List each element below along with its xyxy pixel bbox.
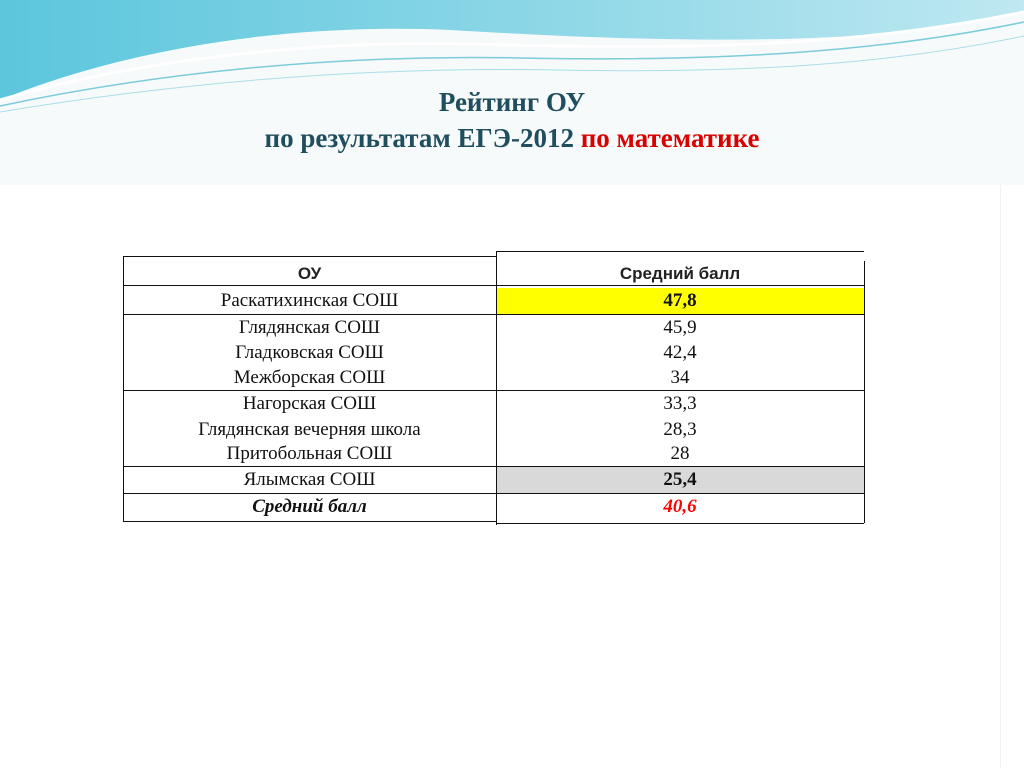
score-value: 28 xyxy=(670,443,690,464)
title-subject-prefix: по результатам ЕГЭ-2012 xyxy=(264,123,574,153)
table-rule xyxy=(123,493,864,494)
school-name: Гладковская СОШ xyxy=(235,342,384,363)
table-rule xyxy=(123,256,124,521)
school-name: Глядянская СОШ xyxy=(238,317,381,338)
school-name: Нагорская СОШ xyxy=(242,393,377,414)
score-value: 33,3 xyxy=(663,393,697,414)
score-value: 34 xyxy=(670,367,690,388)
title-line-2 xyxy=(0,120,1024,156)
table-row xyxy=(123,365,864,391)
title-subject: по математике xyxy=(580,123,760,153)
title-line-1: Рейтинг ОУ xyxy=(438,87,586,117)
score-value: 25,4 xyxy=(496,467,864,493)
table-rule xyxy=(123,466,864,467)
score-value: 28,3 xyxy=(663,419,697,440)
table-rule xyxy=(496,523,864,524)
school-name: Ялымская СОШ xyxy=(243,469,376,490)
table-row xyxy=(123,340,864,366)
school-name: Глядянская вечерняя школа xyxy=(198,419,421,440)
table-row xyxy=(123,288,864,314)
table-rule xyxy=(123,256,496,257)
average-label: Средний балл xyxy=(252,496,367,517)
school-name: Межборская СОШ xyxy=(233,367,386,388)
average-value: 40,6 xyxy=(663,496,697,517)
table-rule xyxy=(123,521,496,522)
table-row xyxy=(123,467,864,493)
table-rule xyxy=(496,251,497,525)
table-rule xyxy=(496,251,864,252)
table-rule xyxy=(864,261,865,523)
header-score: Средний балл xyxy=(619,264,741,283)
table-header-row xyxy=(123,261,864,287)
table-row xyxy=(123,391,864,417)
slide-title xyxy=(0,84,1024,156)
score-value: 47,8 xyxy=(496,288,864,314)
table-rule xyxy=(123,390,864,391)
slide-edge-line xyxy=(1000,185,1001,768)
table-row xyxy=(123,315,864,341)
header-school: ОУ xyxy=(297,264,322,283)
average-row xyxy=(123,494,864,520)
table-rule xyxy=(123,314,864,315)
table-row xyxy=(123,417,864,443)
score-value: 42,4 xyxy=(663,342,697,363)
school-name: Притобольная СОШ xyxy=(226,443,393,464)
table-rule xyxy=(123,285,864,286)
score-value: 45,9 xyxy=(663,317,697,338)
school-name: Раскатихинская СОШ xyxy=(220,290,399,311)
table-row xyxy=(123,441,864,467)
